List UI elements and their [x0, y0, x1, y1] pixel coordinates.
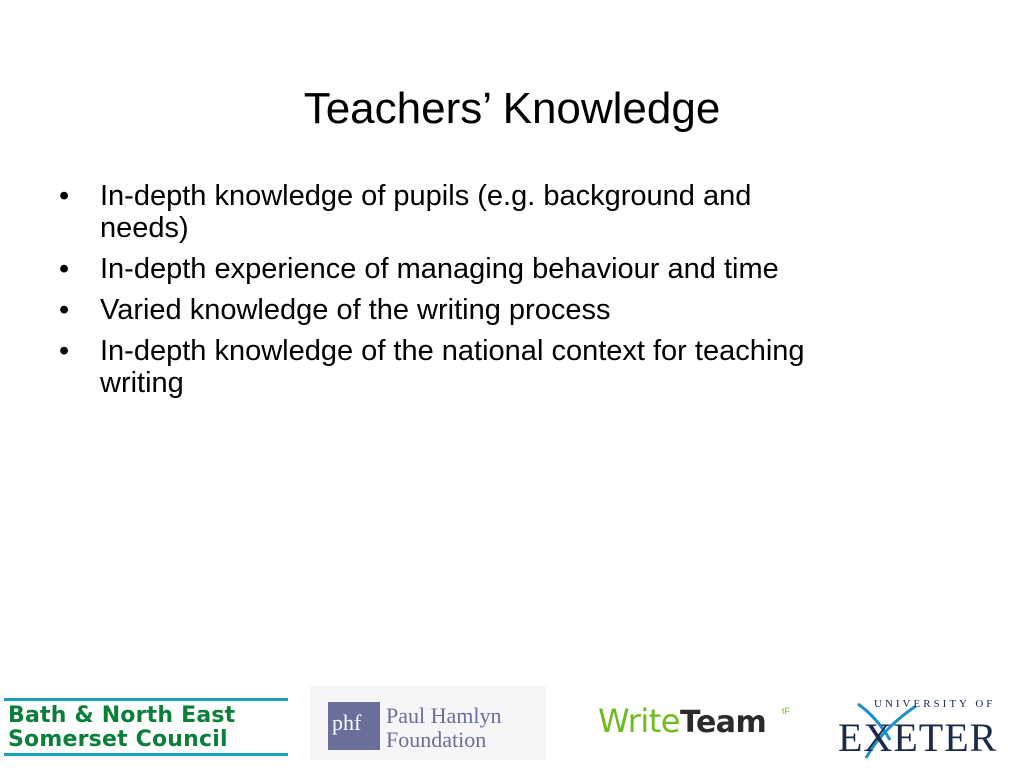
bullet-dot: • [59, 253, 70, 285]
logo-text-write: Write [598, 702, 680, 740]
logo-text-team: Team [679, 705, 767, 740]
writeteam-logo [598, 702, 798, 746]
bullet-list [56, 180, 956, 408]
phf-mark-text: phf [332, 710, 362, 735]
slide-title: Teachers’ Knowledge [303, 84, 721, 134]
phf-mark [328, 702, 380, 750]
bullet-text-continued: needs) [100, 212, 189, 244]
logo-text-line1: Paul Hamlyn [386, 703, 502, 728]
bath-north-east-somerset-logo [4, 698, 288, 756]
logo-text-word: EXETER [838, 715, 998, 760]
bullet-dot: • [59, 335, 70, 367]
logo-text-top: UNIVERSITY OF [874, 698, 996, 710]
bullet-dot: • [59, 180, 70, 212]
bullet-item [56, 180, 956, 244]
paul-hamlyn-foundation-logo [310, 686, 546, 760]
university-of-exeter-logo [838, 696, 1020, 760]
logo-text-line2: Somerset Council [8, 727, 228, 752]
bullet-text-continued: writing [100, 367, 184, 399]
logo-mark: tF [782, 706, 790, 716]
bullet-text: Varied knowledge of the writing process [100, 294, 611, 326]
logo-text-line1: Bath & North East [8, 703, 236, 728]
bullet-text: In-depth experience of managing behaviour and time [100, 253, 779, 285]
bullet-item [56, 253, 956, 285]
bullet-text: In-depth knowledge of pupils (e.g. background and [100, 180, 752, 212]
logo-bar [4, 698, 288, 701]
logo-text-line2: Foundation [386, 727, 487, 752]
bullet-item [56, 294, 956, 326]
logo-bar [4, 753, 288, 756]
logo-strip [0, 686, 1024, 768]
bullet-item [56, 335, 956, 399]
bullet-text: In-depth knowledge of the national context for teaching [100, 335, 805, 367]
bullet-dot: • [59, 294, 70, 326]
